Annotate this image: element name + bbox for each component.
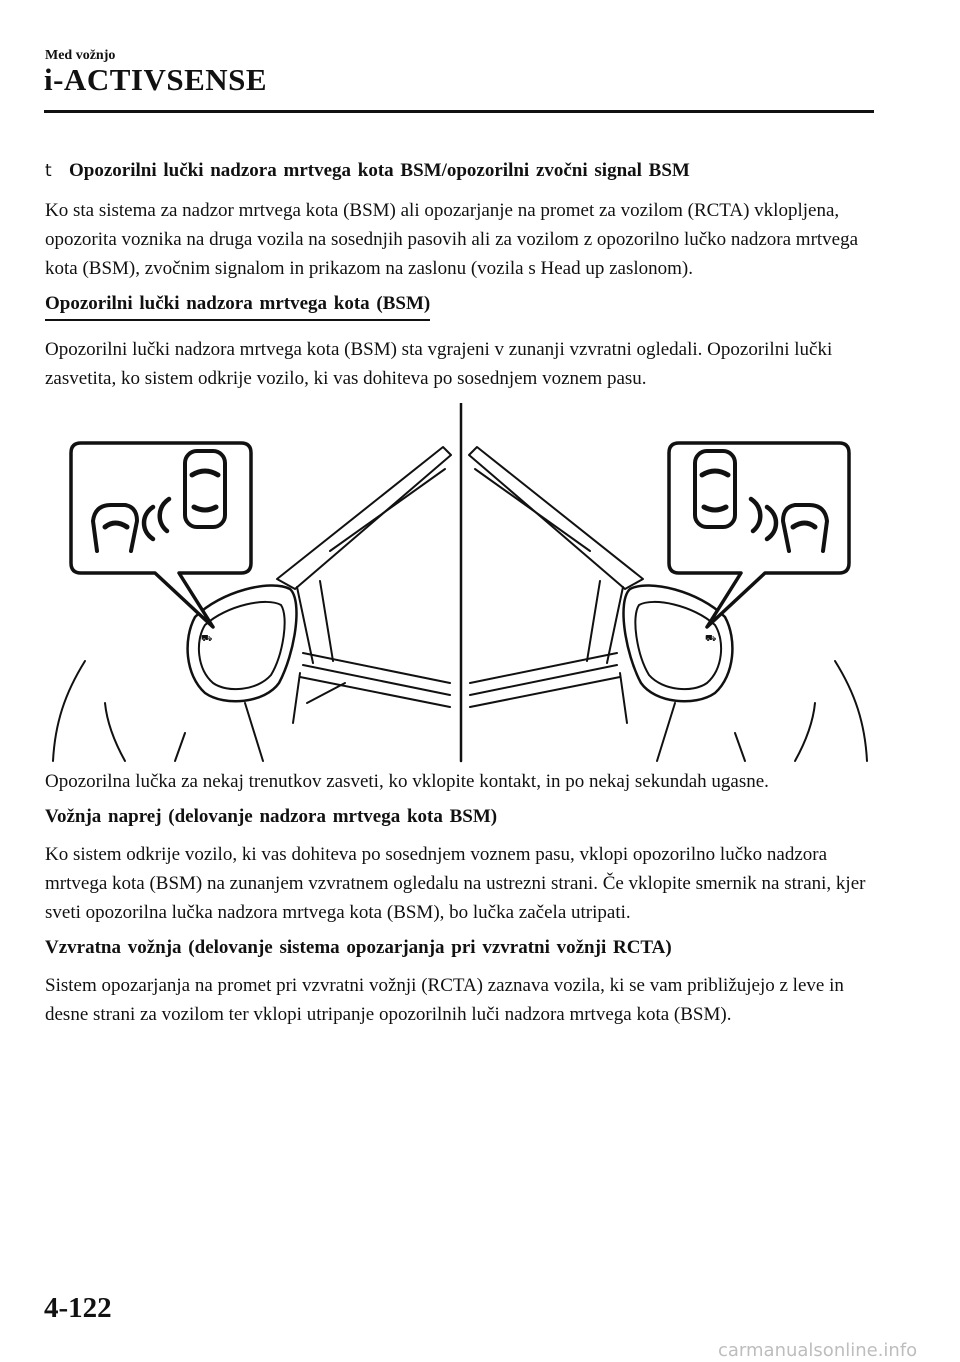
- section-title: i-ACTIVSENSE: [44, 62, 268, 97]
- reverse-paragraph: Sistem opozarjanja na promet pri vzvratni vožnji (RCTA) zaznava vozila, ki se vam približujejo z leve in desne strani za vozilom ter vklopi utripanje opozorilnih luči nadzora mrtvega kota (BSM).: [45, 975, 844, 1025]
- right-mirror: [624, 585, 733, 701]
- intro-paragraph: Ko sta sistema za nadzor mrtvega kota (BSM) ali opozarjanje na promet za vozilom (RCTA) vklopljena, opozorita voznika na druga vozila na sosednjih pasovih ali za vozilom z opozorilno lučko nadzora mrtvega kota (BSM), zvočnim signalom in prikazom na zaslonu (vozila s Head up zaslonom).: [45, 200, 859, 279]
- left-mirror: [188, 585, 297, 701]
- main-heading: [45, 160, 875, 182]
- page-number: 4-122: [44, 1292, 112, 1324]
- watermark: carmanualsonline.info: [718, 1340, 918, 1361]
- mirror-indicator-right-icon: ⛟: [705, 634, 717, 644]
- startup-paragraph: Opozorilna lučka za nekaj trenutkov zasveti, ko vklopite kontakt, in po nekaj sekundah ugasne.: [45, 771, 769, 792]
- forward-paragraph: Ko sistem odkrije vozilo, ki vas dohiteva po sosednjem voznem pasu, vklopi opozorilno lučko nadzora mrtvega kota (BSM) na zunanjem vzvratnem ogledalu na ustrezni strani. Če vklopite smernik na strani, kjer sveti opozorilna lučka nadzora mrtvega kota (BSM), bo lučka začela utripati.: [45, 844, 866, 923]
- main-heading-text: Opozorilni lučki nadzora mrtvega kota BSM/opozorilni zvočni signal BSM: [69, 160, 690, 181]
- subheading-reverse: Vzvratna vožnja (delovanje sistema opozarjanja pri vzvratni vožnji RCTA): [45, 937, 672, 958]
- mirror-illustration: [45, 403, 875, 763]
- main-content: [45, 160, 875, 1039]
- subheading-forward: Vožnja naprej (delovanje nadzora mrtvega kota BSM): [45, 806, 498, 827]
- bsm-lights-paragraph: Opozorilni lučki nadzora mrtvega kota (BSM) sta vgrajeni v zunanji vzvratni ogledali. Opozorilni lučki zasvetita, ko sistem odkrije vozilo, ki vas dohiteva po sosednjem voznem pasu.: [45, 339, 833, 389]
- subheading-bsm-lights: Opozorilni lučki nadzora mrtvega kota (BSM): [45, 293, 430, 321]
- header-divider: [44, 110, 874, 113]
- mirror-indicator-left-icon: ⛟: [201, 634, 213, 644]
- chapter-label: Med vožnjo: [45, 48, 116, 63]
- bullet-t-icon: t: [45, 161, 52, 181]
